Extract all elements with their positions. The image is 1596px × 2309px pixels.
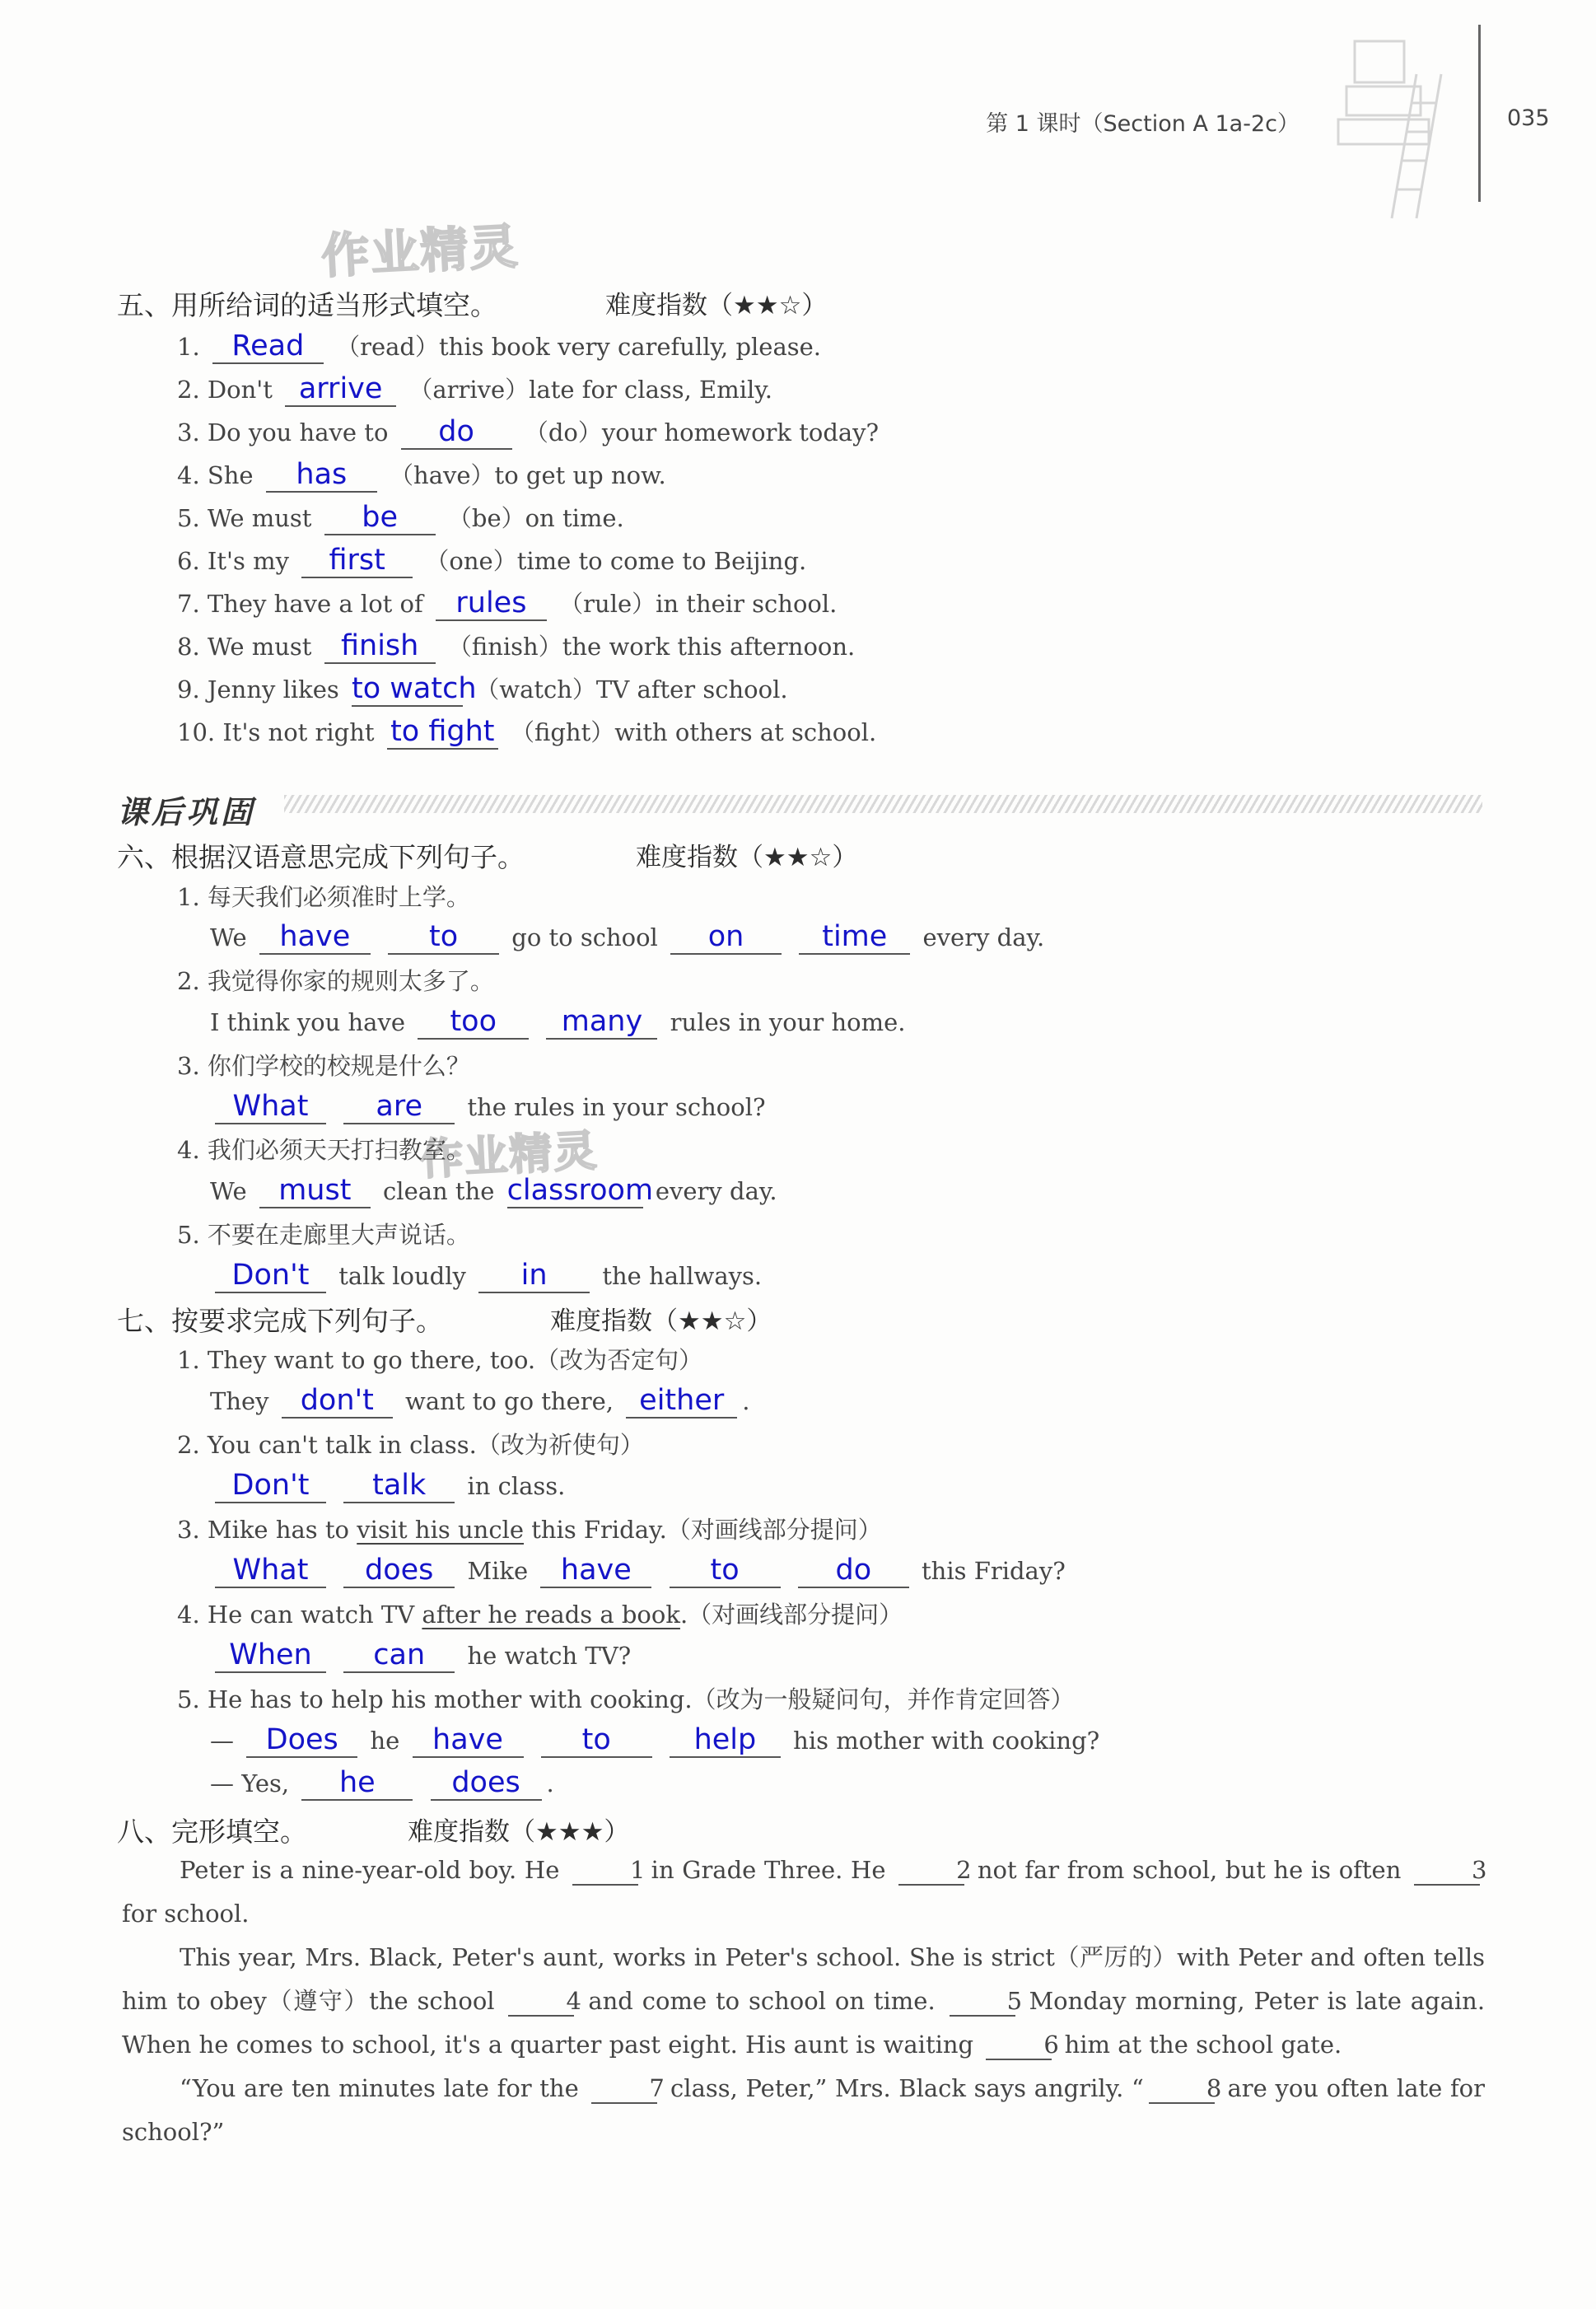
answer-blank: first bbox=[301, 544, 413, 578]
s6-answer-line: We must clean the classroom every day. bbox=[210, 1174, 777, 1207]
s7-question: 2. You can't talk in class.（改为祈使句） bbox=[177, 1431, 644, 1459]
heading-stripe bbox=[284, 795, 1482, 813]
answer-blank: What bbox=[215, 1554, 326, 1588]
answer-blank: talk bbox=[343, 1469, 455, 1503]
answer-blank: have bbox=[540, 1554, 651, 1588]
s5-item: 2. Don't arrive （arrive）late for class, Emily. bbox=[177, 372, 773, 405]
s6-question: 1. 每天我们必须准时上学。 bbox=[177, 883, 470, 911]
watermark-text: 作业精灵 bbox=[418, 1126, 600, 1185]
answer-blank: time bbox=[799, 920, 910, 955]
s5-item: 8. We must finish （finish）the work this afternoon. bbox=[177, 629, 856, 662]
section-6-difficulty: 难度指数（★★☆） bbox=[636, 843, 858, 872]
answer-blank: do bbox=[798, 1554, 909, 1588]
s5-item: 6. It's my first （one）time to come to Beijing. bbox=[177, 544, 807, 577]
answer-blank: to watch bbox=[352, 672, 477, 705]
cloze-blank: 3 bbox=[1414, 1856, 1480, 1886]
cloze-paragraph-3: “You are ten minutes late for the 7 class, Peter,” Mrs. Black says angrily. “ 8 are you often late for school?” bbox=[122, 2074, 1485, 2146]
answer-blank: on bbox=[670, 920, 782, 955]
s7-question: 3. Mike has to visit his uncle this Friday.（对画线部分提问） bbox=[177, 1516, 882, 1544]
section-8-title: 八、完形填空。 bbox=[117, 1816, 307, 1848]
s7-answer-line: — Does he have to help his mother with cooking? bbox=[210, 1723, 1100, 1756]
s6-answer-line: We have to go to school on time every day. bbox=[210, 920, 1045, 953]
s7-answer-line: — Yes, he does . bbox=[210, 1766, 554, 1799]
cloze-blank: 6 bbox=[986, 2031, 1052, 2060]
answer-blank: Don't bbox=[215, 1259, 326, 1293]
section-5-difficulty: 难度指数（★★☆） bbox=[605, 291, 828, 320]
answer-blank: has bbox=[266, 458, 377, 493]
answer-blank: When bbox=[215, 1638, 326, 1673]
answer-blank: Does bbox=[246, 1723, 357, 1758]
watermark-text: 作业精灵 bbox=[320, 217, 520, 285]
s7-question: 5. He has to help his mother with cooking.（改为一般疑问句，并作肯定回答） bbox=[177, 1685, 1075, 1713]
answer-blank: have bbox=[259, 920, 371, 955]
s6-answer-line: I think you have too many rules in your home. bbox=[210, 1005, 906, 1038]
s6-answer-line: Don't talk loudly in the hallways. bbox=[210, 1255, 762, 1297]
answer-blank: either bbox=[626, 1384, 737, 1419]
s5-item: 9. Jenny likes to watch （watch）TV after school. bbox=[177, 672, 788, 705]
s6-answer-line: What are the rules in your school? bbox=[210, 1086, 766, 1129]
s5-item: 3. Do you have to do （do）your homework today? bbox=[177, 415, 880, 448]
answer-blank: classroom bbox=[506, 1174, 654, 1207]
cloze-blank: 5 bbox=[950, 1987, 1015, 2017]
answer-blank: do bbox=[401, 415, 512, 450]
cloze-paragraph-1: Peter is a nine-year-old boy. He 1 in Grade Three. He 2 not far from school, but he is often 3 for school. bbox=[122, 1856, 1487, 1928]
answer-blank: does bbox=[343, 1554, 455, 1588]
cloze-blank: 2 bbox=[898, 1856, 964, 1886]
s7-answer-line: They don't want to go there, either . bbox=[210, 1384, 750, 1417]
s7-question: 1. They want to go there, too.（改为否定句） bbox=[177, 1346, 703, 1374]
answer-blank: Read bbox=[212, 330, 324, 364]
answer-blank: too bbox=[418, 1005, 529, 1040]
answer-blank: rules bbox=[436, 587, 547, 621]
answer-blank: many bbox=[546, 1005, 657, 1040]
s6-question: 2. 我觉得你家的规则太多了。 bbox=[177, 967, 494, 995]
answer-blank: can bbox=[343, 1638, 455, 1673]
answer-blank: to bbox=[388, 920, 499, 955]
answer-blank: must bbox=[259, 1174, 371, 1208]
answer-blank: to bbox=[670, 1554, 781, 1588]
page-number: 035 bbox=[1507, 105, 1550, 131]
section-5-title: 五、用所给词的适当形式填空。 bbox=[117, 289, 497, 321]
s6-question: 3. 你们学校的校规是什么？ bbox=[177, 1052, 470, 1080]
s5-item: 1. Read （read）this book very carefully, please. bbox=[177, 330, 822, 362]
books-ladder-illustration bbox=[1326, 25, 1466, 222]
cloze-paragraph-2: This year, Mrs. Black, Peter's aunt, works in Peter's school. She is strict（严厉的）with Peter and often tells him to obey（遵守）the school 4 and come to school on time. 5 Monday morning, Peter is late again. When he comes to school, it's a quarter past eight. His aunt is waiting 6 him at the school gate. bbox=[122, 1943, 1486, 2059]
answer-blank: to bbox=[541, 1723, 652, 1758]
section-8-difficulty: 难度指数（★★★） bbox=[408, 1817, 630, 1847]
answer-blank: in bbox=[478, 1259, 590, 1293]
s7-answer-line: Don't talk in class. bbox=[210, 1465, 565, 1507]
cloze-blank: 4 bbox=[508, 1987, 574, 2017]
answer-blank: he bbox=[301, 1766, 413, 1801]
cloze-blank: 8 bbox=[1149, 2074, 1215, 2104]
answer-blank: be bbox=[324, 501, 436, 535]
answer-blank: What bbox=[215, 1090, 326, 1124]
s5-item: 4. She has （have）to get up now. bbox=[177, 458, 666, 491]
s5-item: 7. They have a lot of rules （rule）in their school. bbox=[177, 587, 838, 619]
answer-blank: have bbox=[413, 1723, 524, 1758]
s6-question: 5. 不要在走廊里大声说话。 bbox=[177, 1221, 470, 1249]
s7-answer-line: When can he watch TV? bbox=[210, 1634, 631, 1677]
s5-item: 10. It's not right to fight （fight）with others at school. bbox=[177, 715, 877, 748]
answer-blank: arrive bbox=[285, 372, 396, 407]
s7-question: 4. He can watch TV after he reads a book.（对画线部分提问） bbox=[177, 1601, 903, 1629]
s6-question: 4. 我们必须天天打扫教室。 bbox=[177, 1136, 470, 1164]
after-class-heading: 课后巩固 bbox=[117, 794, 256, 830]
answer-blank: to fight bbox=[387, 715, 498, 750]
answer-blank: does bbox=[431, 1766, 542, 1801]
lesson-header: 第 1 课时（Section A 1a-2c） bbox=[986, 111, 1300, 137]
cloze-blank: 1 bbox=[572, 1856, 638, 1886]
answer-blank: are bbox=[343, 1090, 455, 1124]
answer-blank: finish bbox=[324, 629, 436, 664]
section-7-difficulty: 难度指数（★★☆） bbox=[550, 1306, 772, 1336]
answer-blank: Don't bbox=[215, 1469, 326, 1503]
section-6-title: 六、根据汉语意思完成下列句子。 bbox=[117, 841, 525, 873]
header-divider bbox=[1478, 25, 1481, 202]
s5-item: 5. We must be （be）on time. bbox=[177, 501, 624, 534]
cloze-blank: 7 bbox=[591, 2074, 657, 2104]
section-7-title: 七、按要求完成下列句子。 bbox=[117, 1305, 443, 1337]
s7-answer-line: What does Mike have to do this Friday? bbox=[210, 1549, 1066, 1592]
answer-blank: help bbox=[670, 1723, 781, 1758]
answer-blank: don't bbox=[282, 1384, 393, 1419]
